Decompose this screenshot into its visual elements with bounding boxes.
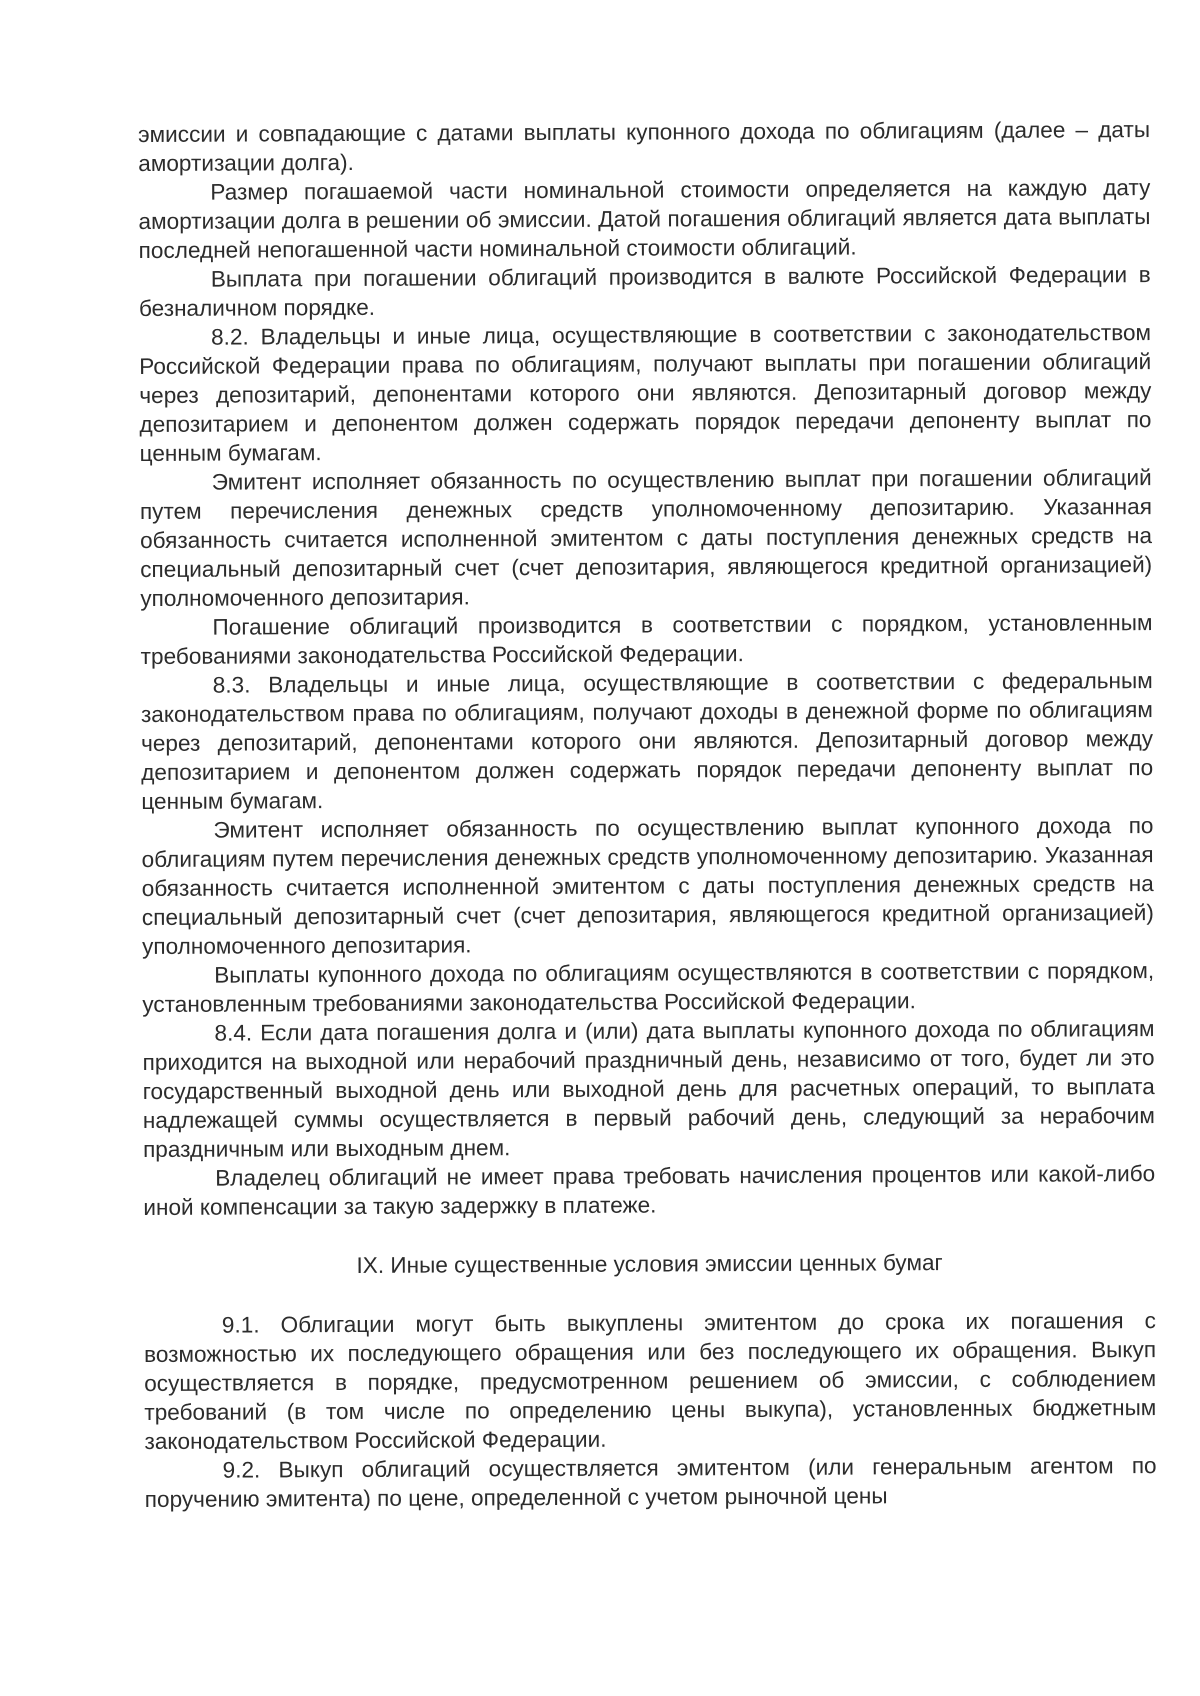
- section-heading: IX. Иные существенные условия эмиссии ценных бумаг: [356, 1250, 943, 1278]
- paragraph: Эмитент исполняет обязанность по осуществлению выплат при погашении облигаций путем перечисления денежных средств уполномоченному депозитарию. Указанная обязанность считается исполненной эмитентом с даты поступления денежных средств на специальный депозитарный счет (счет депозитария, являющегося кредитной организацией) уполномоченного депозитария.: [139, 465, 1153, 611]
- paragraph: эмиссии и совпадающие с датами выплаты купонного дохода по облигациям (далее – даты амортизации долга).: [138, 117, 1151, 176]
- paragraph: Погашение облигаций производится в соответствии с порядком, установленным требованиями законодательства Российской Федерации.: [140, 610, 1153, 669]
- document-page: [138, 115, 1158, 1660]
- paragraph: 8.4. Если дата погашения долга и (или) дата выплаты купонного дохода по облигациям приходится на выходной или нерабочий праздничный день, независимо от того, будет ли это государственный выходной день или выходной день для расчетных операций, то выплата надлежащей суммы осуществляется в первый рабочий день, следующий за нерабочим праздничным или выходным днем.: [142, 1016, 1155, 1162]
- paragraph: Эмитент исполняет обязанность по осуществлению выплат купонного дохода по облигациям путем перечисления денежных средств уполномоченному депозитарию. Указанная обязанность считается исполненной эмитентом с даты поступления денежных средств на специальный депозитарный счет (счет депозитария, являющегося кредитной организацией) уполномоченного депозитария.: [141, 813, 1154, 959]
- paragraph: 8.2. Владельцы и иные лица, осуществляющие в соответствии с законодательством Российской Федерации права по облигациям, получают выплаты при погашении облигаций через депозитарий, депонентами которого они являются. Депозитарный договор между депозитарием и депонентом должен содержать порядок передачи депоненту выплат по ценным бумагам.: [139, 320, 1152, 466]
- paragraph: Выплата при погашении облигаций производится в валюте Российской Федерации в безналичном порядке.: [138, 262, 1151, 321]
- paragraph: 9.1. Облигации могут быть выкуплены эмитентом до срока их погашения с возможностью их последующего обращения или без последующего их обращения. Выкуп осуществляется в порядке, предусмотренном решением об эмиссии, с соблюдением требований (в том числе по определению цены выкупа), установленных бюджетным законодательством Российской Федерации.: [143, 1308, 1157, 1454]
- paragraph: 9.2. Выкуп облигаций осуществляется эмитентом (или генеральным агентом по поручению эмитента) по цене, определенной с учетом рыночной цены: [144, 1453, 1157, 1512]
- paragraph: Выплаты купонного дохода по облигациям осуществляются в соответствии с порядком, установленным требованиями законодательства Российской Федерации.: [142, 958, 1155, 1017]
- paragraphs-after: [144, 1306, 1157, 1514]
- paragraph: 8.3. Владельцы и иные лица, осуществляющие в соответствии с федеральным законодательством права по облигациям, получают доходы в денежной форме по облигациям через депозитарий, депонентами которого они являются. Депозитарный договор между депозитарием и депонентом должен содержать порядок передачи депоненту выплат по ценным бумагам.: [140, 668, 1154, 814]
- paragraph: Размер погашаемой части номинальной стоимости определяется на каждую дату амортизации долга в решении об эмиссии. Датой погашения облигаций является дата выплаты последней непогашенной части номинальной стоимости облигаций.: [138, 175, 1151, 263]
- paragraphs-before: [138, 115, 1155, 1222]
- paragraph: Владелец облигаций не имеет права требовать начисления процентов или какой-либо иной компенсации за такую задержку в платеже.: [143, 1161, 1156, 1220]
